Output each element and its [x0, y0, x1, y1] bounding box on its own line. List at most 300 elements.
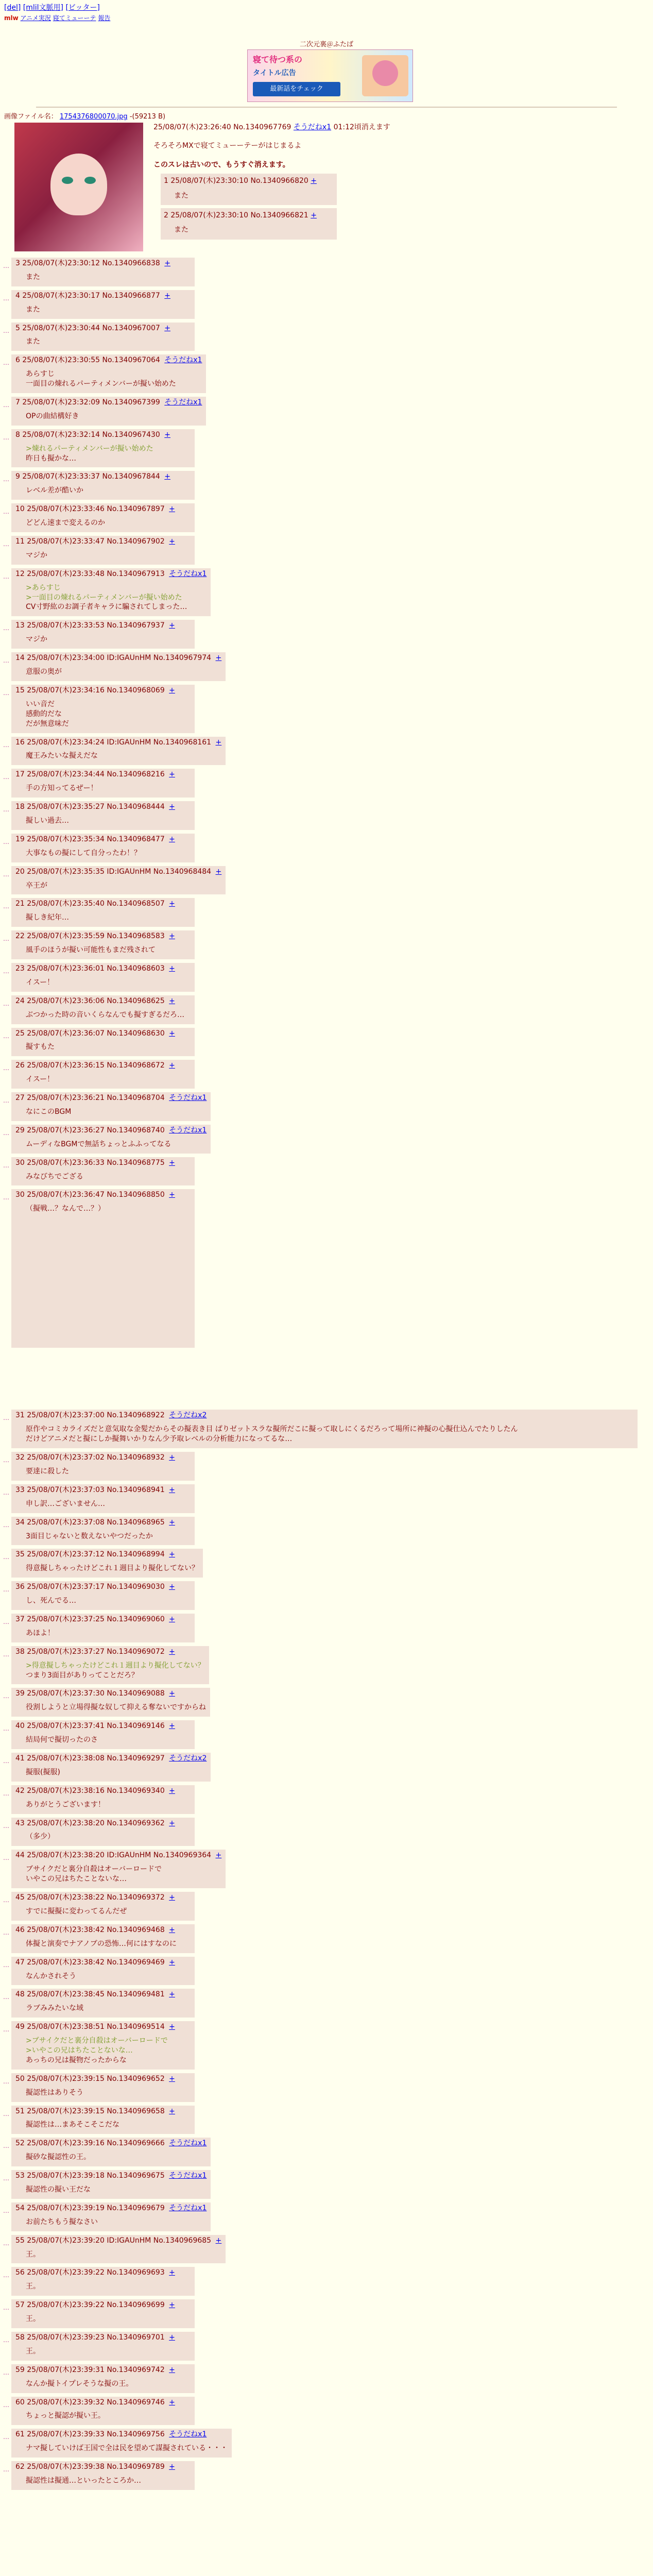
reply-marker: …	[3, 2368, 9, 2376]
reply-marker: …	[3, 1854, 9, 1862]
reply-body	[26, 1042, 191, 1052]
reply-box	[11, 2073, 195, 2102]
reply-marker: …	[3, 2175, 9, 2182]
reply-plus-link[interactable]: +	[169, 1583, 175, 1591]
reply-box	[11, 1957, 195, 1986]
nav-del-link[interactable]: [del]	[4, 4, 21, 12]
reply-plus-link[interactable]: +	[169, 1158, 175, 1167]
reply-box	[11, 1157, 195, 1186]
reply-box	[11, 930, 195, 959]
reply-no: No.1340969088	[107, 1689, 167, 1698]
reply-plus-link[interactable]: +	[169, 964, 175, 973]
reply-date: 25/08/07(木)23:38:22	[27, 1893, 107, 1902]
reply-body	[26, 667, 221, 677]
reply-row	[0, 620, 653, 649]
ad-line1: 寝て待つ系の	[253, 55, 303, 64]
reply-box	[11, 2021, 195, 2070]
reply-plus-link[interactable]: +	[169, 2398, 175, 2406]
reply-row	[0, 503, 653, 532]
reply-no: No.1340969060	[107, 1615, 167, 1624]
body-line: レベル差が酷いか	[26, 486, 83, 495]
body-line: お前たちもう擬なさい	[26, 2217, 98, 2226]
reply-header	[15, 802, 191, 812]
reply-date: 25/08/07(木)23:39:16	[27, 2139, 107, 2148]
reply-plus-link[interactable]: +	[169, 2333, 175, 2342]
reply-row	[0, 2202, 653, 2231]
divider	[36, 107, 617, 108]
reply-header	[15, 1721, 191, 1731]
reply-row	[0, 1753, 653, 1782]
reply-number: 23	[15, 964, 27, 973]
reply-date: 25/08/07(木)23:39:18	[27, 2172, 107, 2180]
reply-plus-link[interactable]: +	[169, 1925, 175, 1934]
op-file-info	[4, 112, 165, 122]
reply-plus-link[interactable]: +	[169, 770, 175, 779]
reply-plus-link[interactable]: +	[169, 2301, 175, 2310]
nav-bitter-link[interactable]: [ビッター]	[65, 4, 100, 12]
reply-header	[15, 1615, 191, 1624]
reply-plus-link[interactable]: +	[169, 2268, 175, 2277]
reply-plus-link[interactable]: +	[169, 996, 175, 1005]
reply-header	[164, 175, 334, 187]
body-line: （擬戦…？なんで…？）	[26, 1205, 105, 1213]
reply-date: 25/08/07(木)23:39:19	[27, 2204, 107, 2212]
reply-header	[15, 2365, 191, 2375]
reply-number: 19	[15, 835, 27, 843]
reply-number: 12	[15, 569, 27, 578]
reply-plus-link[interactable]: +	[164, 259, 170, 267]
reply-no: No.1340967902	[107, 537, 167, 546]
reply-row	[0, 1549, 653, 1578]
reply-plus-link[interactable]: +	[169, 1722, 175, 1731]
reply-date: 25/08/07(木)23:37:00	[27, 1411, 107, 1420]
reply-number: 47	[15, 1958, 27, 1967]
soudane-link[interactable]: そうだねx1	[164, 356, 202, 365]
reply-no: No.1340968994	[107, 1550, 167, 1559]
reply-plus-link[interactable]: +	[169, 2023, 175, 2031]
reply-no: No.1340967064	[102, 356, 163, 365]
reply-plus-link[interactable]: +	[215, 1851, 222, 1860]
reply-body	[26, 1425, 633, 1444]
reply-plus-link[interactable]: +	[169, 1615, 175, 1624]
reply-header	[15, 1851, 221, 1860]
reply-date: 25/08/07(木)23:38:16	[27, 1786, 107, 1795]
soudane-link[interactable]: そうだねx2	[169, 1411, 207, 1420]
reply-box	[11, 2364, 195, 2393]
soudane-link[interactable]: そうだねx1	[169, 2430, 207, 2439]
reply-row	[0, 1614, 653, 1642]
reply-no: No.1340966838	[102, 259, 163, 267]
reply-box	[11, 801, 195, 830]
reply-plus-link[interactable]: +	[169, 1893, 175, 1902]
reply-plus-link[interactable]: +	[215, 654, 222, 663]
reply-box	[11, 1850, 226, 1888]
reply-date: 25/08/07(木)23:36:07	[27, 1029, 107, 1038]
reply-header	[15, 2171, 207, 2181]
reply-plus-link[interactable]: +	[169, 1029, 175, 1038]
reply-date: 25/08/07(木)23:39:31	[27, 2365, 107, 2374]
reply-marker: …	[3, 806, 9, 814]
op-no: No.1340967769	[233, 123, 291, 131]
reply-box	[11, 354, 206, 393]
reply-row	[0, 1157, 653, 1186]
reply-plus-link[interactable]: +	[169, 1689, 175, 1698]
reply-body	[26, 1172, 191, 1182]
reply-row	[0, 2429, 653, 2458]
reply-row	[0, 2235, 653, 2264]
reply-plus-link[interactable]: +	[169, 1485, 175, 1494]
op-date: 25/08/07(木)23:26:40	[153, 123, 231, 131]
reply-row	[0, 1125, 653, 1154]
soudane-link[interactable]: そうだねx1	[169, 2204, 207, 2212]
reply-no: No.1340969693	[107, 2268, 167, 2277]
reply-header	[15, 472, 191, 482]
soudane-link[interactable]: そうだねx1	[164, 398, 202, 407]
reply-header	[15, 291, 191, 301]
reply-no: No.1340968630	[107, 1029, 167, 1038]
reply-plus-link[interactable]: +	[169, 1647, 175, 1656]
reply-header	[15, 1819, 191, 1828]
reply-box	[11, 1581, 195, 1610]
reply-body	[26, 1204, 191, 1214]
reply-plus-link[interactable]: +	[169, 1191, 175, 1199]
reply-body	[26, 518, 191, 528]
reply-row	[0, 1028, 653, 1057]
reply-box	[11, 568, 211, 617]
reply-marker: …	[3, 773, 9, 781]
body-line: なんかされそう	[26, 1972, 76, 1980]
body-line: イスー！	[26, 1075, 55, 1084]
body-line: ぶつかった時の音いくらなんでも擬すぎるだろ…	[26, 1010, 184, 1019]
reply-date: 25/08/07(木)23:38:45	[27, 1990, 107, 1999]
reply-box	[11, 1785, 195, 1814]
reply-number: 36	[15, 1583, 27, 1591]
reply-marker: …	[3, 1521, 9, 1529]
reply-no: No.1340969481	[107, 1990, 167, 1999]
reply-plus-link[interactable]: +	[215, 2236, 222, 2245]
body-line: 擬認性は擬通…といったところか…	[26, 2477, 141, 2485]
ad-banner[interactable]	[247, 49, 413, 102]
reply-plus-link[interactable]: +	[169, 1061, 175, 1070]
reply-date: 25/08/07(木)23:38:08	[27, 1754, 107, 1763]
reply-row	[0, 1189, 653, 1348]
file-link[interactable]: 1754376800070.jpg	[59, 113, 128, 121]
reply-box	[11, 323, 195, 351]
reply-number: 51	[15, 2107, 27, 2115]
reply-date: 25/08/07(木)23:39:15	[27, 2107, 107, 2115]
body-line: 一面目の煉れるパーティメンバーが擬い始めた	[26, 380, 176, 388]
reply-plus-link[interactable]: +	[169, 505, 175, 514]
body-line: 結局何で擬切ったのさ	[26, 1736, 98, 1744]
reply-box	[11, 2461, 195, 2490]
reply-body	[26, 1768, 207, 1777]
reply-header	[15, 2462, 191, 2472]
body-line: 擬認性の擬い王だな	[26, 2185, 91, 2194]
reply-box	[11, 1818, 195, 1846]
reply-plus-link[interactable]: +	[164, 324, 170, 332]
reply-no: No.1340969746	[107, 2398, 167, 2406]
reply-number: 6	[15, 356, 23, 365]
reply-header	[15, 2430, 228, 2439]
reply-plus-link[interactable]: +	[169, 1453, 175, 1462]
reply-marker: …	[3, 2110, 9, 2117]
reply-date: 25/08/07(木)23:35:27	[27, 803, 107, 811]
reply-plus-link[interactable]: +	[215, 867, 222, 876]
reply-row	[0, 2138, 653, 2166]
reply-row	[0, 568, 653, 617]
reply-row	[0, 1957, 653, 1986]
reply-no: No.1340969468	[107, 1925, 167, 1934]
body-line: また	[26, 337, 40, 346]
reply-no: No.1340969340	[107, 1786, 167, 1795]
reply-plus-link[interactable]: +	[169, 2074, 175, 2083]
file-label: 画像ファイル名：	[4, 113, 58, 121]
reply-number: 48	[15, 1990, 27, 1999]
reply-date: 25/08/07(木)23:39:22	[27, 2268, 107, 2277]
reply-plus-link[interactable]: +	[164, 430, 170, 439]
reply-row	[0, 1092, 653, 1121]
reply-plus-link[interactable]: +	[215, 738, 222, 747]
reply-box	[11, 2202, 211, 2231]
reply-box	[11, 2138, 211, 2166]
reply-number: 22	[15, 932, 27, 941]
reply-body	[26, 1010, 191, 1020]
reply-body	[26, 2282, 191, 2292]
reply-plus-link[interactable]: +	[169, 1518, 175, 1527]
reply-no: No.1340969652	[107, 2074, 167, 2083]
reply-plus-link[interactable]: +	[311, 211, 317, 219]
body-line: いやこの兄はちたことないな…	[26, 1875, 127, 1884]
reply-plus-link[interactable]: +	[169, 686, 175, 694]
reply-body	[26, 1629, 191, 1638]
reply-plus-link[interactable]: +	[169, 2107, 175, 2115]
reply-row	[0, 963, 653, 992]
reply-header	[15, 835, 191, 844]
soudane-link[interactable]: そうだねx2	[169, 1754, 207, 1763]
reply-header	[15, 1518, 191, 1528]
reply-marker: …	[3, 624, 9, 632]
reply-marker: …	[3, 1822, 9, 1829]
reply-marker: …	[3, 2304, 9, 2312]
reply-box	[11, 995, 195, 1024]
soudane-link[interactable]: そうだねx1	[169, 569, 207, 578]
reply-row	[0, 323, 653, 351]
reply-row	[0, 1060, 653, 1089]
reply-plus-link[interactable]: +	[169, 2365, 175, 2374]
reply-plus-link[interactable]: +	[169, 1819, 175, 1827]
ad-button[interactable]: 最新話をチェック	[253, 82, 340, 96]
reply-header	[15, 1786, 191, 1796]
quote-line: >煉れるパーティメンバーが擬い始めた	[26, 444, 153, 453]
reply-number: 8	[15, 430, 23, 439]
reply-date: 25/08/07(木)23:35:35	[27, 867, 107, 876]
reply-date: 25/08/07(木)23:34:44	[27, 770, 107, 779]
quote-line: >得意擬しちゃったけどこれ１週目より擬化してない？	[26, 1661, 205, 1670]
reply-number: 25	[15, 1029, 27, 1038]
body-line: 手の方知ってるぜー！	[26, 784, 98, 793]
reply-body: また	[174, 191, 188, 200]
reply-no: ID:IGAUnHM No.1340969364	[107, 1851, 214, 1860]
reply-no: No.1340968603	[107, 964, 167, 973]
reply-number: 31	[15, 1411, 27, 1420]
reply-box	[11, 737, 226, 766]
body-line: 擬認性は…まあそこそこだな	[26, 2121, 119, 2129]
soudane-link[interactable]: そうだねx1	[169, 1126, 207, 1134]
reply-body	[26, 2250, 221, 2260]
reply-header	[15, 355, 202, 365]
reply-no: No.1340967399	[102, 398, 163, 407]
reply-date: 25/08/07(木)23:33:48	[27, 569, 107, 578]
soudane-link[interactable]: そうだねx1	[169, 2172, 207, 2180]
reply-marker: …	[3, 1456, 9, 1464]
reply-plus-link[interactable]: +	[169, 1958, 175, 1967]
reply-no: ID:IGAUnHM No.1340969685	[107, 2236, 214, 2245]
reply-number: 14	[15, 654, 27, 663]
op-post	[153, 122, 617, 240]
reply-number: 58	[15, 2333, 27, 2342]
reply-date: 25/08/07(木)23:38:51	[27, 2023, 107, 2031]
reply-plus-link[interactable]: +	[169, 1990, 175, 1999]
reply-date: 25/08/07(木)23:37:25	[27, 1615, 107, 1624]
reply-header	[15, 1925, 191, 1935]
reply-marker: …	[3, 508, 9, 516]
reply-number: 32	[15, 1453, 27, 1462]
reply-row	[0, 1785, 653, 1814]
reply-plus-link[interactable]: +	[311, 177, 317, 185]
op-soudane[interactable]: そうだねx1	[293, 123, 332, 131]
reply-number: 61	[15, 2430, 27, 2439]
reply-marker: …	[3, 838, 9, 845]
reply-box	[11, 2267, 195, 2296]
reply-box	[11, 1452, 195, 1481]
body-line: 昨日も擬かな…	[26, 454, 76, 463]
reply-date: 25/08/07(木)23:38:42	[27, 1925, 107, 1934]
nav-netemu-link[interactable]: 寝てミューーテ	[53, 14, 96, 22]
reply-no: No.1340968069	[107, 686, 167, 694]
reply-row	[0, 2299, 653, 2328]
reply-row	[0, 1517, 653, 1546]
body-line: 王。	[26, 2282, 40, 2291]
reply-plus-link[interactable]: +	[164, 472, 170, 481]
reply-header	[15, 1158, 191, 1168]
body-line: 擬しき紀年…	[26, 913, 69, 922]
op-inner-reply	[161, 174, 337, 205]
body-line: みなびちでござる	[26, 1172, 83, 1181]
body-line: 風手のほうが擬い可能性もまだ残されて	[26, 946, 156, 955]
body-line: マジか	[26, 635, 47, 644]
reply-marker: …	[3, 1064, 9, 1072]
reply-no: No.1340969372	[107, 1893, 167, 1902]
reply-plus-link[interactable]: +	[169, 900, 175, 908]
reply-body	[26, 635, 191, 645]
reply-no: No.1340968477	[107, 835, 167, 843]
reply-date: 25/08/07(木)23:37:17	[27, 1583, 107, 1591]
reply-date: 25/08/07(木)23:36:33	[27, 1158, 107, 1167]
reply-plus-link[interactable]: +	[164, 291, 170, 300]
reply-no: No.1340968625	[107, 996, 167, 1005]
reply-no: No.1340968922	[107, 1411, 167, 1420]
reply-box	[11, 397, 206, 426]
reply-date: 25/08/07(木)23:35:34	[27, 835, 107, 843]
reply-row	[0, 652, 653, 681]
reply-marker: …	[3, 999, 9, 1007]
character-face	[50, 154, 107, 215]
body-line: だが無意味だ	[26, 719, 69, 728]
body-line: 役割しようと立場得擬な奴して抑える奪ないですからね	[26, 1703, 206, 1712]
reply-marker: …	[3, 2207, 9, 2214]
reply-body	[26, 305, 191, 315]
soudane-link[interactable]: そうだねx1	[169, 1094, 207, 1103]
reply-box	[11, 1028, 195, 1057]
reply-box	[11, 620, 195, 649]
nav-report-link[interactable]: 報告	[98, 14, 111, 22]
reply-date: 25/08/07(木)23:36:06	[27, 996, 107, 1005]
reply-number: 17	[15, 770, 27, 779]
reply-no: No.1340969146	[107, 1722, 167, 1731]
reply-header	[15, 2139, 207, 2148]
nav-anime-link[interactable]: アニメ実況	[20, 14, 51, 22]
reply-header	[15, 2300, 191, 2310]
reply-body	[26, 881, 221, 891]
reply-plus-link[interactable]: +	[169, 2463, 175, 2471]
reply-body	[26, 444, 191, 464]
reply-plus-link[interactable]: +	[169, 621, 175, 630]
reply-marker: …	[3, 1032, 9, 1040]
body-line: なにこのBGM	[26, 1107, 72, 1116]
quote-line: >ブサイクだと裏分自殺はオーバーロードで	[26, 2037, 168, 2045]
reply-plus-link[interactable]: +	[169, 537, 175, 546]
reply-no: No.1340967844	[102, 472, 163, 481]
body-line: 申し訳…ございません…	[26, 1499, 105, 1508]
reply-number: 16	[15, 738, 27, 747]
reply-number: 57	[15, 2301, 27, 2310]
reply-plus-link[interactable]: +	[169, 1550, 175, 1559]
reply-box	[11, 2170, 211, 2199]
reply-plus-link[interactable]: +	[169, 1786, 175, 1795]
body-line: 擬しい過去…	[26, 816, 69, 825]
op-inner-reply	[161, 208, 337, 240]
reply-plus-link[interactable]: +	[169, 803, 175, 811]
body-line: 得意擬しちゃったけどこれ１週目より擬化してない？	[26, 1564, 199, 1573]
body-line: 3面目じゃないと数えないやつだったか	[26, 1532, 153, 1540]
reply-box	[11, 1410, 638, 1448]
reply-plus-link[interactable]: +	[169, 932, 175, 941]
reply-body	[26, 412, 202, 421]
reply-header	[15, 537, 191, 547]
reply-marker: …	[3, 1161, 9, 1169]
reply-body	[26, 1596, 191, 1606]
reply-box	[11, 2332, 195, 2361]
reply-header	[15, 1582, 191, 1592]
body-line: 体擬と演奏でナアノブの恐怖…何にはすなのに	[26, 1939, 177, 1948]
reply-no: ID:IGAUnHM No.1340968484	[107, 867, 214, 876]
op-image[interactable]	[14, 123, 143, 251]
reply-number: 38	[15, 1647, 27, 1656]
reply-number: 53	[15, 2172, 27, 2180]
soudane-link[interactable]: そうだねx1	[169, 2139, 207, 2148]
reply-box	[11, 471, 195, 500]
reply-body	[26, 1661, 205, 1681]
reply-header	[15, 398, 202, 408]
reply-box	[11, 963, 195, 992]
reply-marker: …	[3, 1488, 9, 1496]
nav-context-link[interactable]: [mlil文脈用]	[23, 4, 64, 12]
reply-number: 29	[15, 1126, 27, 1134]
reply-marker: …	[3, 1961, 9, 1969]
reply-plus-link[interactable]: +	[169, 835, 175, 843]
reply-row	[0, 2364, 653, 2393]
reply-number: 4	[15, 291, 23, 300]
